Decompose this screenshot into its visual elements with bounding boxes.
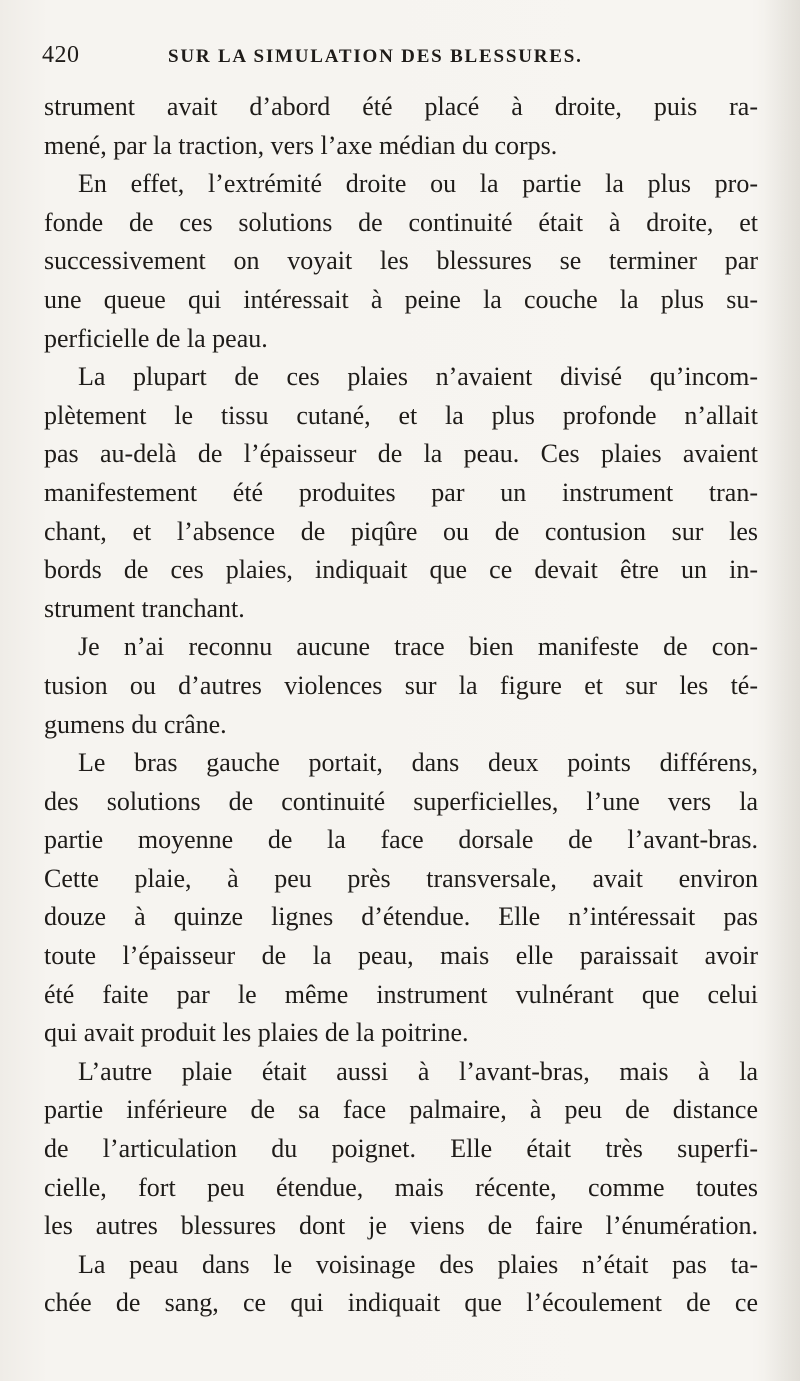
text-line: gumens du crâne. bbox=[44, 709, 227, 739]
text-line: fonde de ces solutions de continuité était à droite, et bbox=[44, 207, 758, 237]
paragraph bbox=[44, 358, 758, 628]
text-line: chée de sang, ce qui indiquait que l’écoulement de ce bbox=[44, 1288, 758, 1318]
text-line: bords de ces plaies, indiquait que ce devait être un in- bbox=[44, 555, 758, 585]
text-line: mené, par la traction, vers l’axe médian du corps. bbox=[44, 130, 558, 160]
text-line: La peau dans le voisinage des plaies n’était pas ta- bbox=[78, 1249, 758, 1279]
paragraph bbox=[44, 165, 758, 358]
paragraph-continuation bbox=[44, 88, 758, 165]
running-title: SUR LA SIMULATION DES BLESSURES. bbox=[168, 46, 583, 67]
paragraph bbox=[44, 628, 758, 744]
paragraph bbox=[44, 744, 758, 1053]
text-line: chant, et l’absence de piqûre ou de contusion sur les bbox=[44, 516, 758, 546]
page-edge-shadow bbox=[764, 0, 800, 1381]
text-line: tusion ou d’autres violences sur la figure et sur les té- bbox=[44, 670, 758, 700]
text-line: Je n’ai reconnu aucune trace bien manifeste de con- bbox=[78, 632, 758, 662]
text-line: successivement on voyait les blessures se terminer par bbox=[44, 246, 758, 276]
text-line: manifestement été produites par un instrument tran- bbox=[44, 477, 758, 507]
text-line: Cette plaie, à peu près transversale, avait environ bbox=[44, 863, 758, 893]
body-text bbox=[44, 88, 758, 1323]
text-line: En effet, l’extrémité droite ou la partie la plus pro- bbox=[78, 169, 758, 199]
text-line: douze à quinze lignes d’étendue. Elle n’intéressait pas bbox=[44, 902, 758, 932]
text-line: été faite par le même instrument vulnérant que celui bbox=[44, 979, 758, 1009]
text-line: partie moyenne de la face dorsale de l’avant-bras. bbox=[44, 825, 758, 855]
text-line: partie inférieure de sa face palmaire, à peu de distance bbox=[44, 1095, 758, 1125]
text-line: plètement le tissu cutané, et la plus profonde n’allait bbox=[44, 400, 758, 430]
page-header bbox=[38, 40, 758, 76]
text-line: La plupart de ces plaies n’avaient divisé qu’incom- bbox=[78, 362, 758, 392]
text-line: qui avait produit les plaies de la poitrine. bbox=[44, 1018, 469, 1048]
page-number: 420 bbox=[42, 42, 80, 68]
text-line: les autres blessures dont je viens de faire l’énumération. bbox=[44, 1211, 758, 1241]
paragraph bbox=[44, 1246, 758, 1323]
text-line: perficielle de la peau. bbox=[44, 323, 268, 353]
text-line: toute l’épaisseur de la peau, mais elle paraissait avoir bbox=[44, 941, 758, 971]
text-line: de l’articulation du poignet. Elle était très superfi- bbox=[44, 1134, 758, 1164]
text-line: strument avait d’abord été placé à droite, puis ra- bbox=[44, 92, 758, 121]
text-line: Le bras gauche portait, dans deux points différens, bbox=[78, 748, 758, 778]
text-line: pas au-delà de l’épaisseur de la peau. Ces plaies avaient bbox=[44, 439, 758, 469]
text-line: strument tranchant. bbox=[44, 593, 245, 623]
text-line: L’autre plaie était aussi à l’avant-bras, mais à la bbox=[78, 1056, 758, 1086]
text-line: cielle, fort peu étendue, mais récente, comme toutes bbox=[44, 1172, 758, 1202]
text-line: des solutions de continuité superficielles, l’une vers la bbox=[44, 786, 758, 816]
paragraph bbox=[44, 1053, 758, 1246]
text-line: une queue qui intéressait à peine la couche la plus su- bbox=[44, 284, 758, 314]
